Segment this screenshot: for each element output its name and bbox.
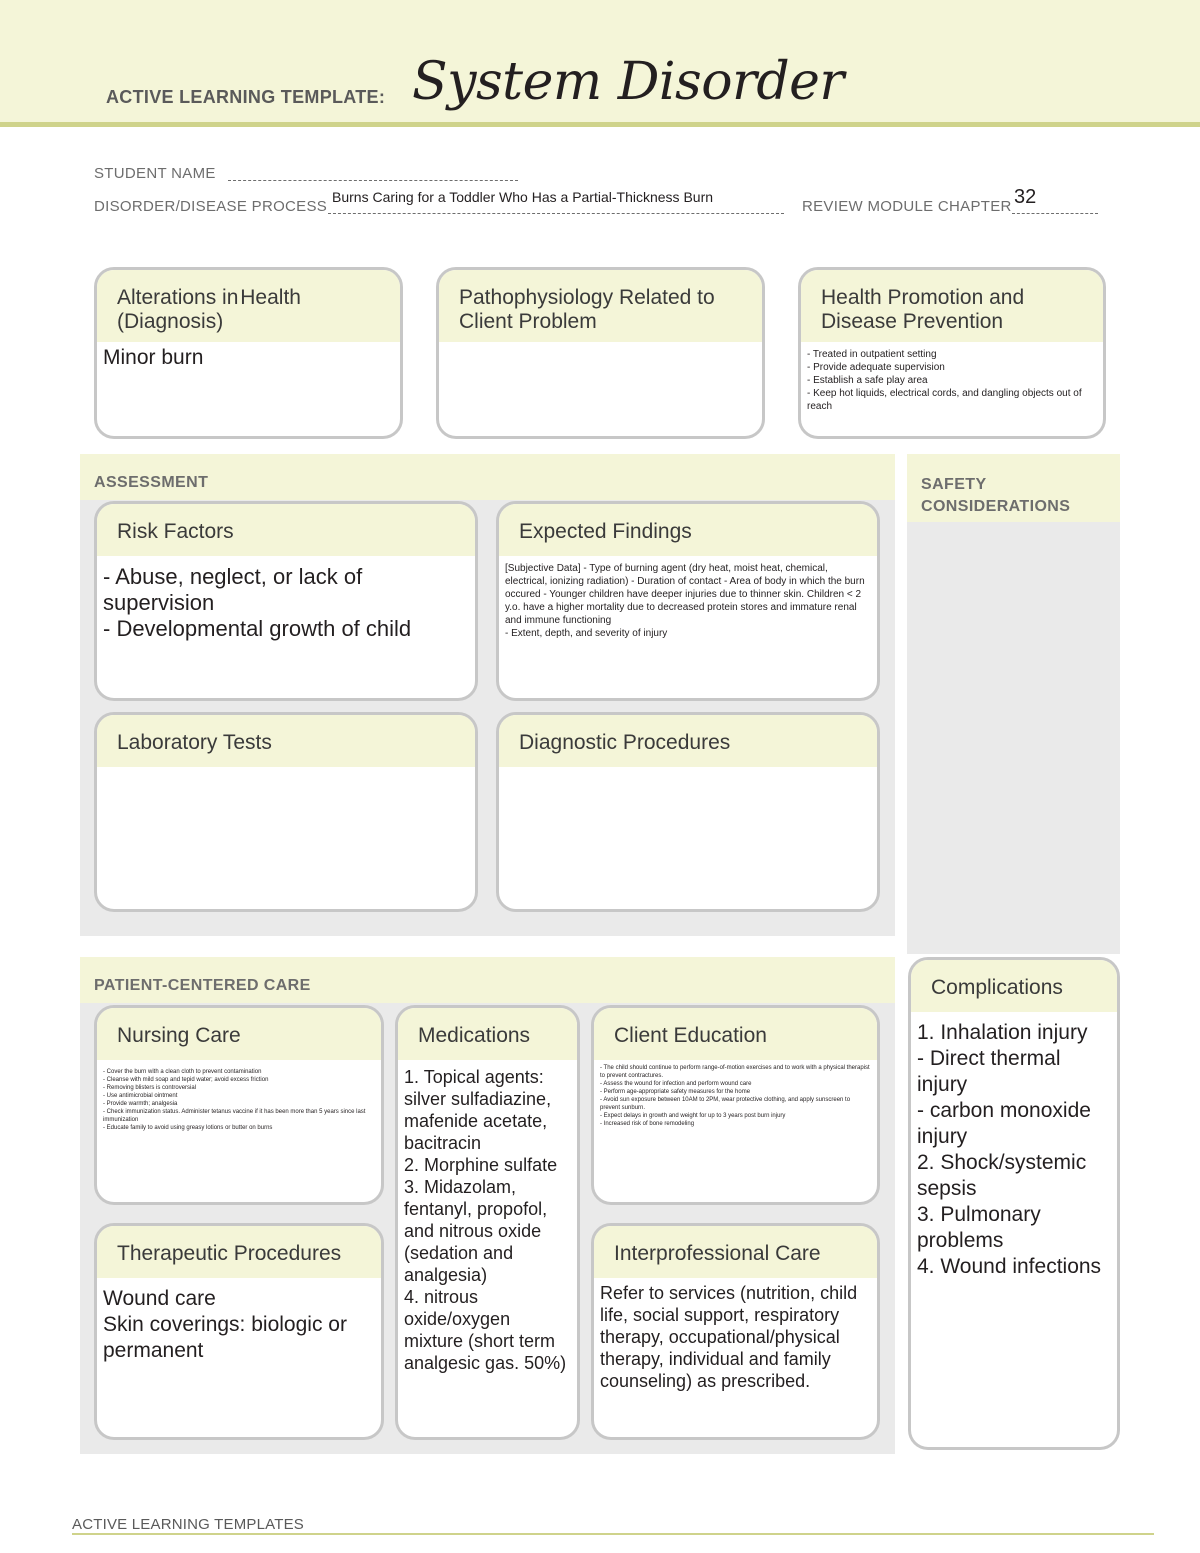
complication-item: 3. Pulmonary problems xyxy=(917,1203,1041,1252)
medications-box xyxy=(395,1005,580,1440)
footer-rule xyxy=(72,1533,1154,1535)
nursing-care-heading xyxy=(97,1008,381,1060)
therapeutic-procedures-title: Therapeutic Procedures xyxy=(117,1242,342,1265)
client-education-title: Client Education xyxy=(614,1024,767,1047)
laboratory-tests-box xyxy=(94,712,478,912)
student-name-label: STUDENT NAME xyxy=(94,165,216,182)
client-education-item: - Assess the wound for infection and perform wound care xyxy=(600,1081,752,1087)
interprofessional-care-box xyxy=(591,1223,880,1440)
complications-title: Complications xyxy=(931,976,1063,999)
alterations-box xyxy=(94,267,403,439)
complication-item: 4. Wound infections xyxy=(917,1255,1102,1278)
safety-section xyxy=(907,454,1120,954)
disorder-value: Burns Caring for a Toddler Who Has a Partial-Thickness Burn xyxy=(332,189,714,205)
therapeutic-procedures-box xyxy=(94,1223,384,1440)
chapter-value: 32 xyxy=(1014,186,1037,208)
nursing-care-item: - Use antimicrobial ointment xyxy=(103,1093,178,1099)
diagnostic-procedures-heading xyxy=(499,715,877,767)
page-title: System Disorder xyxy=(412,52,844,112)
disorder-label: DISORDER/DISEASE PROCESS xyxy=(94,198,328,215)
complications-box xyxy=(908,957,1120,1450)
risk-factors-heading xyxy=(97,504,475,556)
assessment-title: ASSESSMENT xyxy=(94,474,209,491)
laboratory-tests-title: Laboratory Tests xyxy=(117,731,272,754)
client-education-heading xyxy=(594,1008,877,1060)
student-name-field[interactable] xyxy=(228,180,518,181)
risk-factors-title: Risk Factors xyxy=(117,520,234,543)
safety-title xyxy=(921,474,1070,518)
complication-item: - carbon monoxide injury xyxy=(917,1099,1091,1148)
pathophysiology-title-1: Pathophysiology Related xyxy=(459,286,692,309)
client-education-item: - The child should continue to perform range-of-motion exercises and to work with a physical therapist to prevent contractures. xyxy=(600,1065,870,1079)
safety-title-2: CONSIDERATIONS xyxy=(921,498,1071,515)
client-education-box xyxy=(591,1005,880,1205)
medication-item: 3. Midazolam, fentanyl, propofol, and nitrous oxide (sedation and analgesia) xyxy=(404,1177,548,1285)
nursing-care-box xyxy=(94,1005,384,1205)
laboratory-tests-heading xyxy=(97,715,475,767)
health-promotion-item: - Establish a safe play area xyxy=(807,375,928,386)
disorder-field[interactable] xyxy=(328,213,784,214)
expected-findings-title: Expected Findings xyxy=(519,520,692,543)
risk-factor-item: - Developmental growth of child xyxy=(103,616,412,641)
interprofessional-care-title: Interprofessional Care xyxy=(614,1242,821,1265)
health-promotion-item: - Treated in outpatient setting xyxy=(807,349,937,360)
medication-item: 1. Topical agents: silver sulfadiazine, mafenide acetate, bacitracin xyxy=(404,1067,552,1153)
interprofessional-care-content: Refer to services (nutrition, child life, social support, respiratory therapy, occupational/physical therapy, individual and family counseling) as prescribed. xyxy=(600,1283,858,1391)
nursing-care-item: - Cover the burn with a clean cloth to prevent contamination xyxy=(103,1069,262,1075)
chapter-label: REVIEW MODULE CHAPTER xyxy=(802,198,1012,215)
alterations-title-2: Health (Diagnosis) xyxy=(117,286,301,333)
therapeutic-procedure-item: Wound care xyxy=(103,1287,216,1310)
complication-item: 1. Inhalation injury xyxy=(917,1021,1088,1044)
health-promotion-item: - Provide adequate supervision xyxy=(807,362,945,373)
therapeutic-procedure-item: Skin coverings: biologic or permanent xyxy=(103,1313,347,1362)
client-education-item: - Perform age-appropriate safety measures for the home xyxy=(600,1089,751,1095)
client-education-item: - Expect delays in growth and weight for up to 3 years post burn injury xyxy=(600,1113,786,1119)
nursing-care-item: - Check immunization status. Administer tetanus vaccine if it has been more than 5 years since last immunization xyxy=(103,1109,366,1123)
health-promotion-title-1: Health Promotion and xyxy=(821,286,1025,309)
client-education-item: - Avoid sun exposure between 10AM to 2PM, wear protective clothing, and apply sunscreen to prevent sunburn. xyxy=(600,1097,851,1111)
expected-findings-text: [Subjective Data] - Type of burning agent (dry heat, moist heat, chemical, electrical, ionizing radiation) - Duration of contact - Area of body in which the burn occured - Younger children have deeper injuries due to thinner skin. Children < 2 y.o. have a higher mortality due to decreased protein stores and immature renal and immune functioning xyxy=(505,563,865,626)
patient-care-title: PATIENT-CENTERED CARE xyxy=(94,977,311,994)
nursing-care-item: - Cleanse with mild soap and tepid water; avoid excess friction xyxy=(103,1077,269,1083)
header-rule xyxy=(0,122,1200,127)
nursing-care-item: - Removing blisters is controversial xyxy=(103,1085,197,1091)
complications-heading xyxy=(911,960,1117,1012)
medication-item: 2. Morphine sulfate xyxy=(404,1155,558,1175)
nursing-care-title: Nursing Care xyxy=(117,1024,241,1047)
complication-item: 2. Shock/systemic sepsis xyxy=(917,1151,1087,1200)
medications-heading xyxy=(398,1008,577,1060)
health-promotion-title-2: Disease Prevention xyxy=(821,310,1004,333)
health-promotion-item: - Keep hot liquids, electrical cords, and dangling objects out of reach xyxy=(807,388,1082,412)
risk-factor-item: - Abuse, neglect, or lack of supervision xyxy=(103,564,363,615)
footer-text: ACTIVE LEARNING TEMPLATES xyxy=(72,1516,304,1533)
risk-factors-box xyxy=(94,501,478,701)
safety-title-1: SAFETY xyxy=(921,476,987,493)
client-education-item: - Increased risk of bone remodeling xyxy=(600,1121,695,1127)
medication-item: 4. nitrous oxide/oxygen mixture (short term analgesic gas. 50%) xyxy=(404,1287,567,1373)
therapeutic-procedures-heading xyxy=(97,1226,381,1278)
pathophysiology-box xyxy=(436,267,765,439)
medications-title: Medications xyxy=(418,1024,531,1047)
diagnostic-procedures-title: Diagnostic Procedures xyxy=(519,731,731,754)
alterations-content: Minor burn xyxy=(103,346,204,369)
expected-findings-heading xyxy=(499,504,877,556)
chapter-field[interactable] xyxy=(1012,213,1098,214)
template-label: ACTIVE LEARNING TEMPLATE: xyxy=(106,87,386,107)
health-promotion-heading xyxy=(801,270,1103,342)
health-promotion-box xyxy=(798,267,1106,439)
alterations-title-1: Alterations in xyxy=(117,286,239,309)
pathophysiology-title-2: to Client Problem xyxy=(459,286,715,333)
diagnostic-procedures-box xyxy=(496,712,880,912)
expected-findings-box xyxy=(496,501,880,701)
interprofessional-care-heading xyxy=(594,1226,877,1278)
pathophysiology-heading xyxy=(439,270,762,342)
nursing-care-item: - Provide warmth; analgesia xyxy=(103,1101,178,1107)
complication-item: - Direct thermal injury xyxy=(917,1047,1061,1096)
expected-findings-text-2: - Extent, depth, and severity of injury xyxy=(505,628,668,639)
alterations-heading xyxy=(97,270,400,342)
nursing-care-item: - Educate family to avoid using greasy lotions or butter on burns xyxy=(103,1125,273,1131)
